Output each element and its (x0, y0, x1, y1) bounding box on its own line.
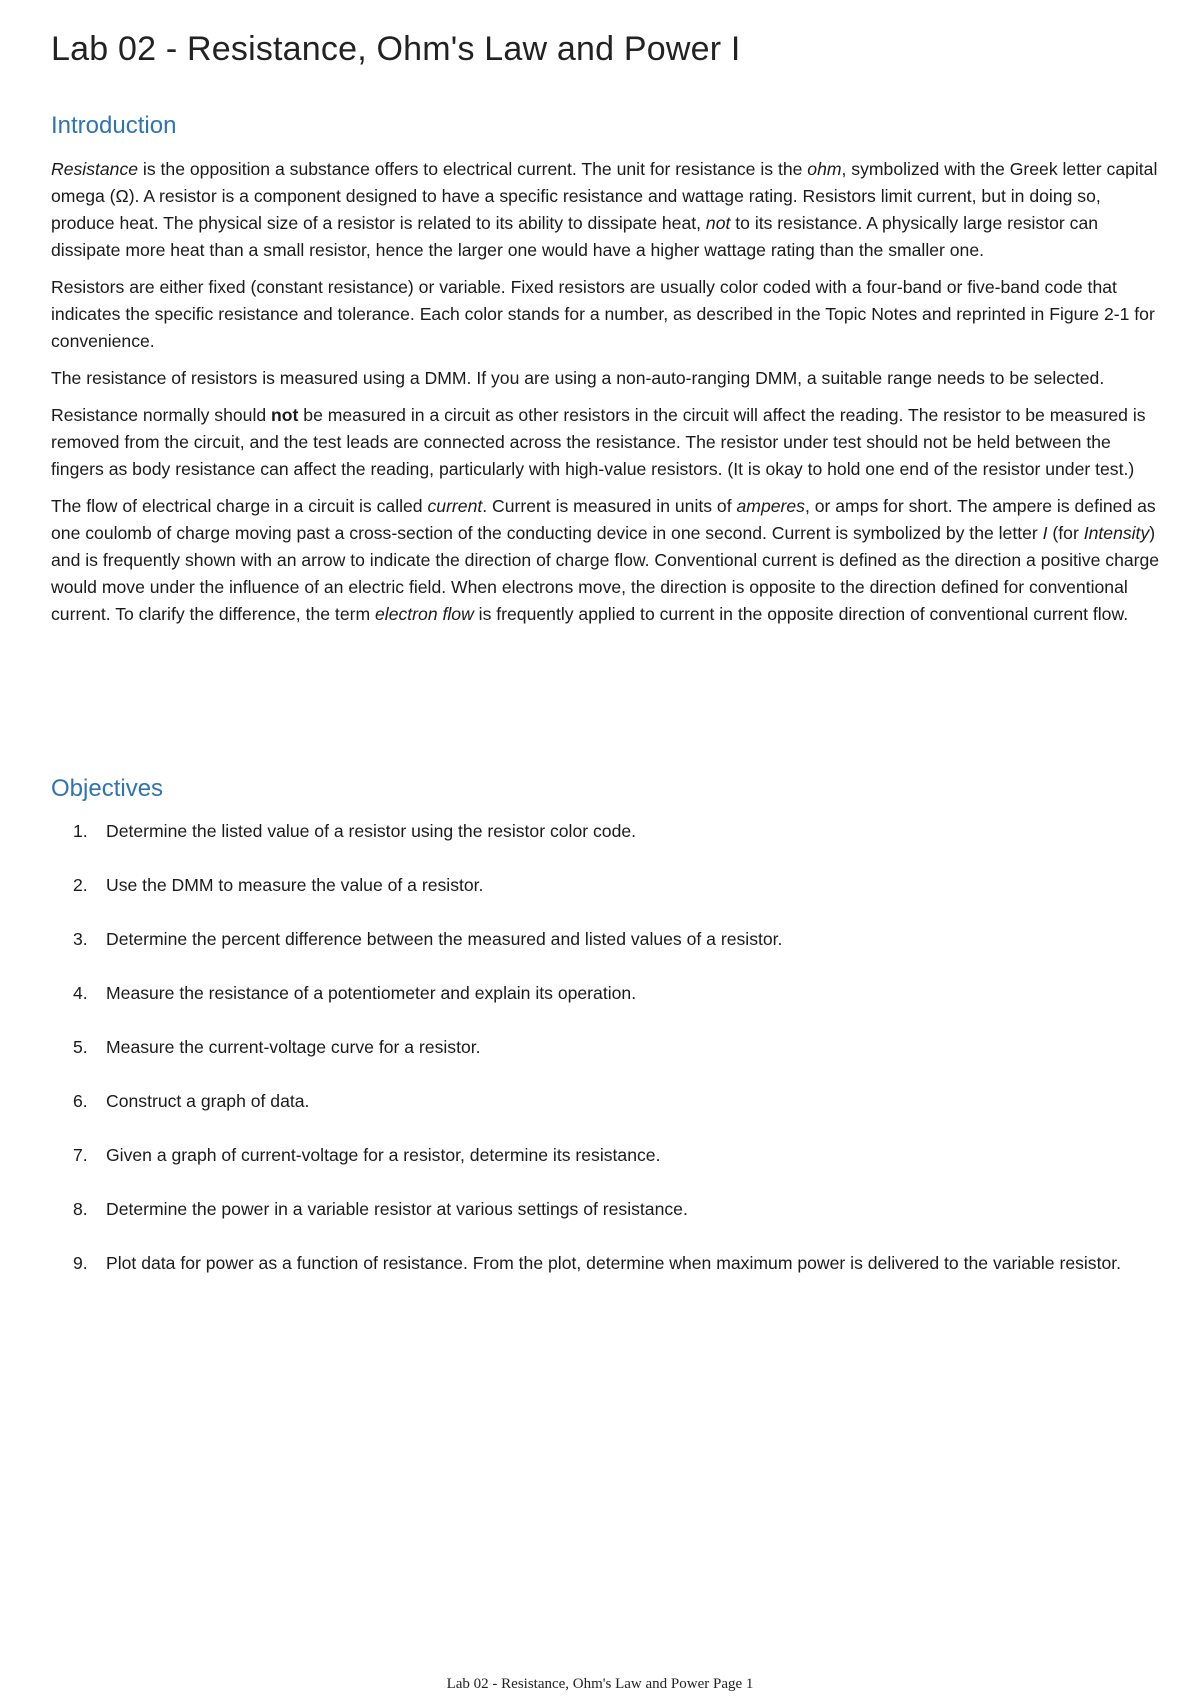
objective-item (51, 1088, 1166, 1115)
term-ohm: ohm (807, 159, 842, 179)
objective-text: Measure the resistance of a potentiometer and explain its operation. (106, 983, 637, 1003)
introduction-heading: Introduction (51, 112, 177, 139)
intro-paragraph-3: The resistance of resistors is measured using a DMM. If you are using a non-auto-ranging DMM, a suitable range needs to be selected. (51, 368, 1105, 388)
objectives-list (51, 818, 1166, 1304)
objective-item (51, 818, 1166, 845)
objective-number: 3. (73, 929, 88, 949)
intro-paragraph-1: Resistance is the opposition a substance offers to electrical current. The unit for resistance is the ohm, symbolized with the Greek letter capital omega (Ω). A resistor is a component designed to have a specific resistance and wattage rating. Resistors limit current, but in doing so, produce heat. The physical size of a resistor is related to its ability to dissipate heat, not to its resistance. A physically large resistor can dissipate more heat than a small resistor, hence the larger one would have a higher wattage rating than the smaller one. (51, 159, 1158, 260)
objective-number: 7. (73, 1145, 88, 1165)
objective-text: Use the DMM to measure the value of a resistor. (106, 875, 484, 895)
term-current: current (427, 496, 483, 516)
term-amperes: amperes (736, 496, 805, 516)
symbol-i: I (1042, 523, 1048, 543)
objective-item (51, 1250, 1166, 1277)
objective-number: 2. (73, 875, 88, 895)
objective-item (51, 1142, 1166, 1169)
intro-paragraph-5: The flow of electrical charge in a circuit is called current. Current is measured in units of amperes, or amps for short. The ampere is defined as one coulomb of charge moving past a cross-section of the conducting device in one second. Current is symbolized by the letter I (for Intensity) and is frequently shown with an arrow to indicate the direction of charge flow. Conventional current is defined as the direction a positive charge would move under the influence of an electric field. When electrons move, the direction is opposite to the direction defined for conventional current. To clarify the difference, the term electron flow is frequently applied to current in the opposite direction of conventional current flow. (51, 496, 1160, 624)
emphasis-not: not (705, 213, 731, 233)
objective-text: Determine the percent difference between the measured and listed values of a resistor. (106, 929, 783, 949)
objective-item (51, 1034, 1166, 1061)
objective-number: 8. (73, 1199, 88, 1219)
intro-paragraph-2: Resistors are either fixed (constant resistance) or variable. Fixed resistors are usually color coded with a four-band or five-band code that indicates the specific resistance and tolerance. Each color stands for a number, as described in the Topic Notes and reprinted in Figure 2-1 for convenience. (51, 277, 1155, 351)
document-title: Lab 02 - Resistance, Ohm's Law and Power I (51, 30, 741, 68)
introduction-body (51, 156, 1166, 638)
objective-number: 4. (73, 983, 88, 1003)
term-electron-flow: electron flow (375, 604, 474, 624)
objective-item (51, 980, 1166, 1007)
objective-number: 5. (73, 1037, 88, 1057)
objective-text: Determine the listed value of a resistor using the resistor color code. (106, 821, 637, 841)
emphasis-not-bold: not (271, 405, 299, 425)
objective-text: Construct a graph of data. (106, 1091, 310, 1111)
term-resistance: Resistance (51, 159, 139, 179)
objective-item (51, 1196, 1166, 1223)
objective-item (51, 926, 1166, 953)
objective-text: Determine the power in a variable resistor at various settings of resistance. (106, 1199, 688, 1219)
objective-text: Given a graph of current-voltage for a resistor, determine its resistance. (106, 1145, 661, 1165)
objectives-heading: Objectives (51, 775, 164, 802)
page-footer: Lab 02 - Resistance, Ohm's Law and Power Page 1 (446, 1676, 754, 1692)
term-intensity: Intensity (1083, 523, 1150, 543)
objective-item (51, 872, 1166, 899)
objective-number: 6. (73, 1091, 88, 1111)
intro-paragraph-4: Resistance normally should not be measured in a circuit as other resistors in the circuit will affect the reading. The resistor to be measured is removed from the circuit, and the test leads are connected across the resistance. The resistor under test should not be held between the fingers as body resistance can affect the reading, particularly with high-value resistors. (It is okay to hold one end of the resistor under test.) (51, 405, 1146, 479)
objective-text: Measure the current-voltage curve for a resistor. (106, 1037, 481, 1057)
objective-text: Plot data for power as a function of resistance. From the plot, determine when maximum power is delivered to the variable resistor. (106, 1253, 1122, 1273)
objective-number: 1. (73, 821, 88, 841)
objective-number: 9. (73, 1253, 88, 1273)
